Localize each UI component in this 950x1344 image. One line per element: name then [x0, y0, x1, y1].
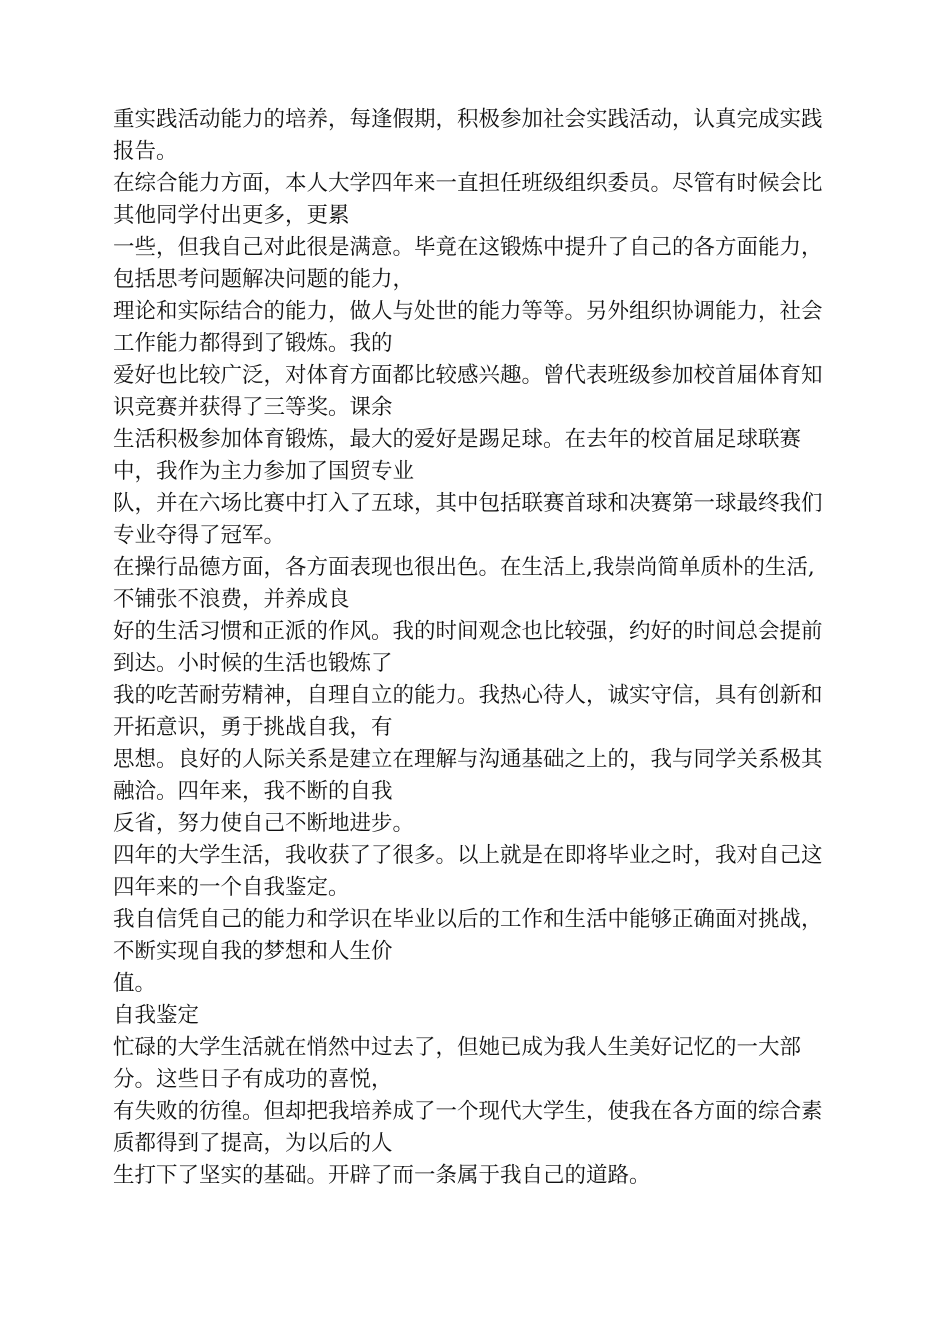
paragraph: 反省，努力使自己不断地进步。 — [113, 811, 415, 836]
paragraph: 在操行品德方面，各方面表现也很出色。在生活上,我崇尚简单质朴的生活,不铺张不浪费，并养成良 — [113, 555, 815, 612]
paragraph: 重实践活动能力的培养，每逢假期，积极参加社会实践活动，认真完成实践报告。 — [113, 107, 823, 164]
paragraph: 值。 — [113, 971, 157, 996]
paragraph: 一些，但我自己对此很是满意。毕竟在这锻炼中提升了自己的各方面能力，包括思考问题解决问题的能力， — [113, 235, 823, 292]
paragraph: 好的生活习惯和正派的作风。我的时间观念也比较强，约好的时间总会提前到达。小时候的生活也锻炼了 — [113, 619, 823, 676]
paragraph: 生活积极参加体育锻炼，最大的爱好是踢足球。在去年的校首届足球联赛中，我作为主力参加了国贸专业 — [113, 427, 802, 484]
paragraph: 忙碌的大学生活就在悄然中过去了，但她已成为我人生美好记忆的一大部分。这些日子有成功的喜悦， — [113, 1035, 802, 1092]
paragraph: 四年的大学生活，我收获了了很多。以上就是在即将毕业之时，我对自己这四年来的一个自我鉴定。 — [113, 843, 823, 900]
paragraph: 生打下了坚实的基础。开辟了而一条属于我自己的道路。 — [113, 1163, 651, 1188]
section-heading: 自我鉴定 — [113, 1003, 200, 1028]
paragraph: 我的吃苦耐劳精神，自理自立的能力。我热心待人，诚实守信，具有创新和开拓意识，勇于挑战自我，有 — [113, 683, 823, 740]
paragraph: 理论和实际结合的能力，做人与处世的能力等等。另外组织协调能力，社会工作能力都得到了锻炼。我的 — [113, 299, 823, 356]
paragraph: 我自信凭自己的能力和学识在毕业以后的工作和生活中能够正确面对挑战，不断实现自我的梦想和人生价 — [113, 907, 823, 964]
paragraph: 队，并在六场比赛中打入了五球，其中包括联赛首球和决赛第一球最终我们专业夺得了冠军。 — [113, 491, 823, 548]
paragraph: 思想。良好的人际关系是建立在理解与沟通基础之上的，我与同学关系极其融洽。四年来，我不断的自我 — [113, 747, 823, 804]
document-body — [113, 104, 833, 1192]
paragraph: 爱好也比较广泛，对体育方面都比较感兴趣。曾代表班级参加校首届体育知识竞赛并获得了三等奖。课余 — [113, 363, 823, 420]
paragraph: 有失败的彷徨。但却把我培养成了一个现代大学生，使我在各方面的综合素质都得到了提高，为以后的人 — [113, 1099, 823, 1156]
paragraph: 在综合能力方面，本人大学四年来一直担任班级组织委员。尽管有时候会比其他同学付出更多，更累 — [113, 171, 823, 228]
